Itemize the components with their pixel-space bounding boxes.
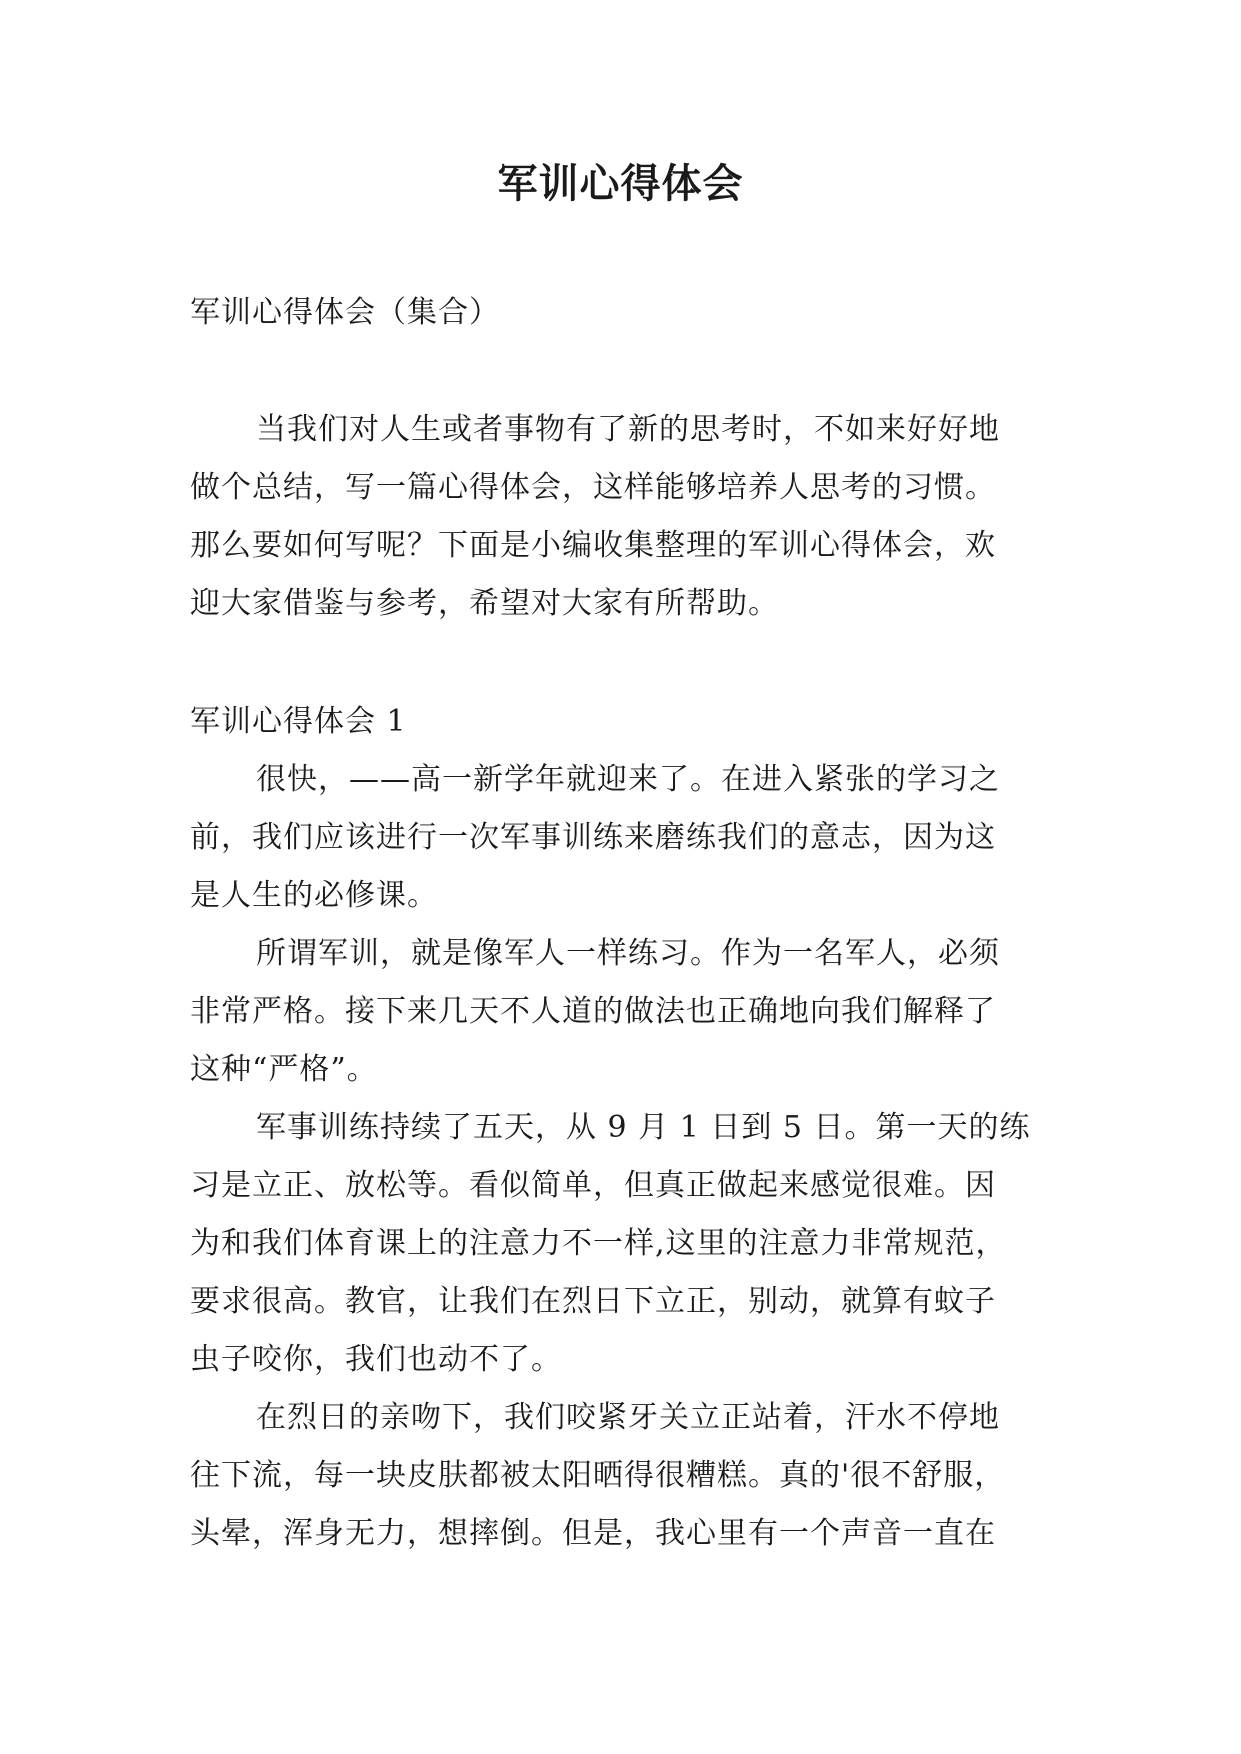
body-line: 为和我们体育课上的注意力不一样,这里的注意力非常规范， (190, 1226, 1007, 1261)
intro-line: 迎大家借鉴与参考，希望对大家有所帮助。 (190, 586, 779, 621)
intro-line: 当我们对人生或者事物有了新的思考时，不如来好好地 (256, 412, 1000, 447)
body-line: 要求很高。教官，让我们在烈日下立正，别动，就算有蚊子 (190, 1284, 996, 1319)
body-line: 是人生的必修课。 (190, 878, 438, 913)
body-line: 非常严格。接下来几天不人道的做法也正确地向我们解释了 (190, 994, 996, 1029)
body-line: 习是立正、放松等。看似简单，但真正做起来感觉很难。因 (190, 1168, 996, 1203)
document-title: 军训心得体会 (497, 160, 744, 207)
body-line: 军事训练持续了五天，从 9 月 1 日到 5 日。第一天的练 (256, 1110, 1031, 1145)
intro-line: 那么要如何写呢？下面是小编收集整理的军训心得体会，欢 (190, 528, 996, 563)
body-line: 往下流，每一块皮肤都被太阳晒得很糟糕。真的'很不舒服， (190, 1458, 1006, 1493)
body-line: 头晕，浑身无力，想摔倒。但是，我心里有一个声音一直在 (190, 1516, 996, 1551)
body-line: 虫子咬你，我们也动不了。 (190, 1342, 562, 1377)
body-line: 所谓军训，就是像军人一样练习。作为一名军人，必须 (256, 936, 1000, 971)
section-heading: 军训心得体会 1 (190, 704, 407, 739)
body-line: 这种“严格”。 (190, 1052, 378, 1087)
body-line: 在烈日的亲吻下，我们咬紧牙关立正站着，汗水不停地 (256, 1400, 1000, 1435)
document-subtitle: 军训心得体会（集合） (190, 295, 500, 330)
body-line: 前，我们应该进行一次军事训练来磨练我们的意志，因为这 (190, 820, 996, 855)
body-line: 很快，——高一新学年就迎来了。在进入紧张的学习之 (256, 762, 1000, 797)
intro-line: 做个总结，写一篇心得体会，这样能够培养人思考的习惯。 (190, 470, 996, 505)
